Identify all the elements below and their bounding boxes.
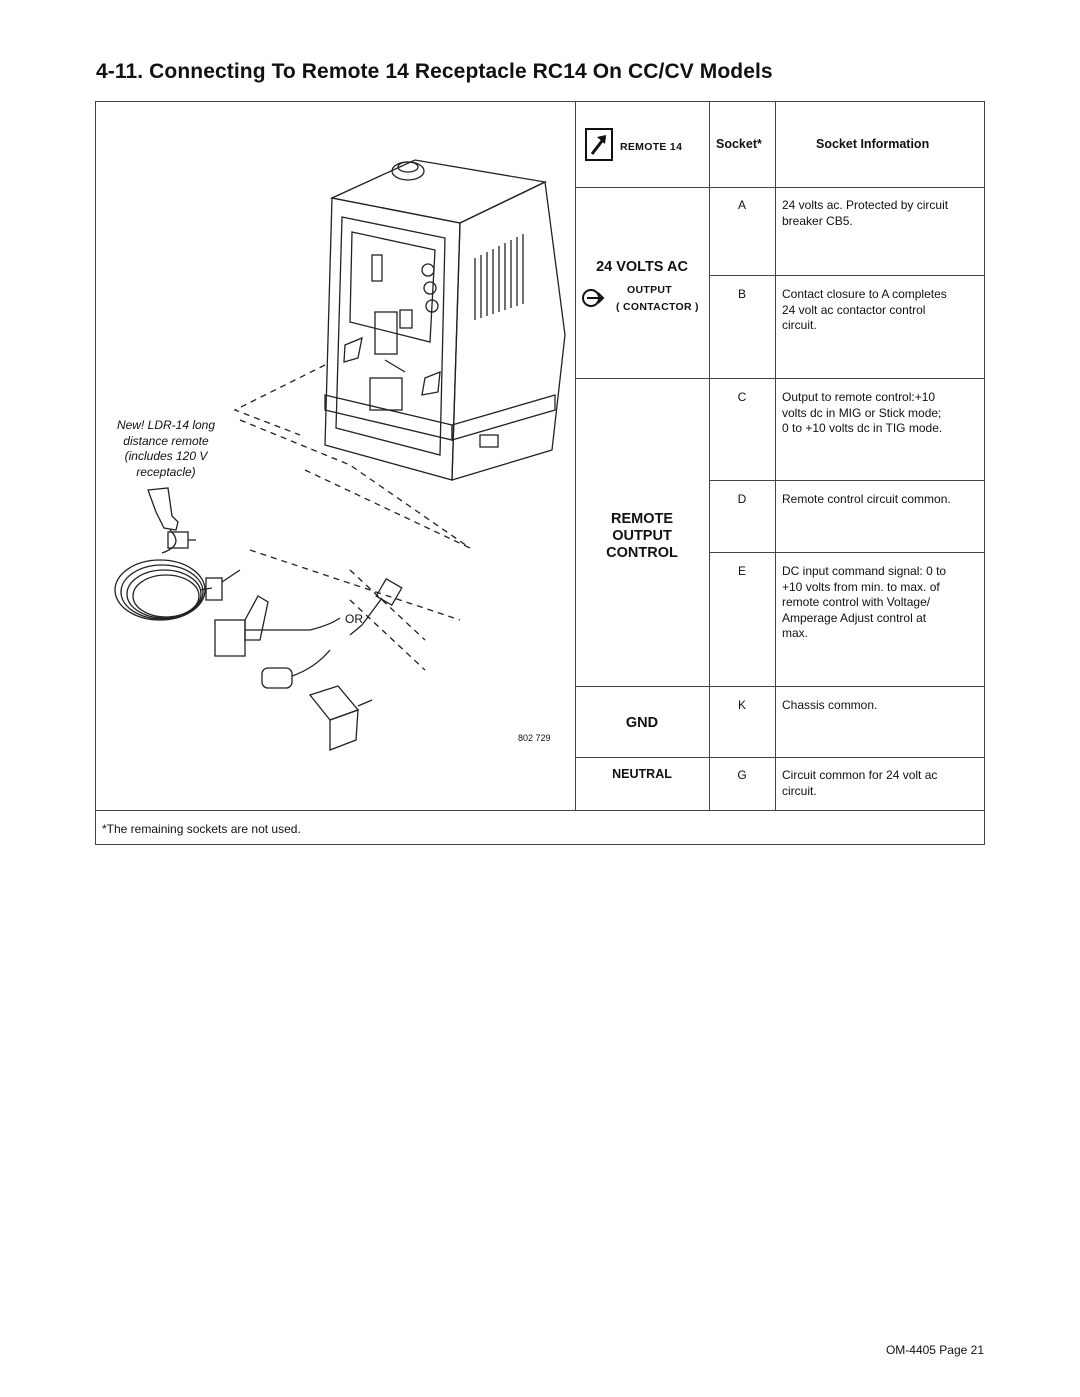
- table-divider: [575, 378, 985, 379]
- socket-info: Circuit common for 24 volt ac circuit.: [782, 768, 938, 798]
- table-divider: [575, 686, 985, 687]
- group-remote-output: OUTPUT: [612, 528, 672, 544]
- socket-info: 24 volts ac. Protected by circuit breaker CB5.: [782, 198, 949, 228]
- group-remote-control: CONTROL: [606, 545, 678, 561]
- foot-control-drawing: [262, 650, 372, 750]
- socket-letter: A: [737, 198, 746, 212]
- receptacle-label: REMOTE 14: [620, 141, 683, 153]
- socket-letter: C: [737, 390, 747, 404]
- socket-letter: E: [737, 564, 746, 578]
- coiled-cable-drawing: [115, 530, 240, 620]
- page-title: 4-11. Connecting To Remote 14 Receptacle RC14 On CC/CV Models: [96, 60, 773, 83]
- table-divider: [709, 480, 985, 481]
- group-24-volts-ac: 24 VOLTS AC: [596, 259, 688, 275]
- table-divider: [575, 101, 576, 810]
- socket-letter: G: [737, 768, 747, 782]
- footnote: *The remaining sockets are not used.: [102, 822, 301, 836]
- output-contactor-icon: [581, 287, 605, 309]
- socket-column-header: Socket*: [716, 137, 762, 151]
- remote-receptacle-icon: [585, 128, 613, 161]
- table-divider: [95, 810, 985, 811]
- socket-info: Remote control circuit common.: [782, 492, 951, 506]
- or-label: OR: [345, 612, 363, 626]
- socket-letter: B: [737, 287, 746, 301]
- page-footer: OM-4405 Page 21: [885, 1343, 984, 1357]
- table-divider: [575, 757, 985, 758]
- group-remote: REMOTE: [610, 511, 674, 527]
- table-divider: [775, 101, 776, 810]
- remote-note: New! LDR-14 long distance remote (includes 120 V receptacle): [116, 418, 216, 479]
- remote-plug-drawing: [148, 488, 196, 548]
- contactor-tag: ( CONTACTOR ): [616, 301, 699, 313]
- socket-letter: D: [737, 492, 747, 506]
- socket-info: Contact closure to A completes 24 volt ac contactor control circuit.: [782, 287, 947, 332]
- socket-letter: K: [737, 698, 746, 712]
- socket-info: DC input command signal: 0 to +10 volts from min. to max. of remote control with Voltage/ Amperage Adjust control at max.: [782, 564, 947, 640]
- group-gnd: GND: [625, 715, 659, 731]
- table-divider: [709, 275, 985, 276]
- figure-number: 802 729: [518, 733, 551, 743]
- socket-info: Output to remote control:+10 volts dc in MIG or Stick mode; 0 to +10 volts dc in TIG mode.: [782, 390, 943, 435]
- hand-control-drawing: [215, 596, 340, 656]
- welder-generator-drawing: [325, 160, 565, 480]
- output-tag: OUTPUT: [627, 284, 672, 296]
- table-divider: [709, 552, 985, 553]
- table-divider: [575, 187, 985, 188]
- group-neutral: NEUTRAL: [612, 767, 672, 781]
- torch-remote-drawing: [350, 579, 402, 635]
- socket-info-column-header: Socket Information: [816, 137, 930, 151]
- socket-info: Chassis common.: [782, 698, 878, 712]
